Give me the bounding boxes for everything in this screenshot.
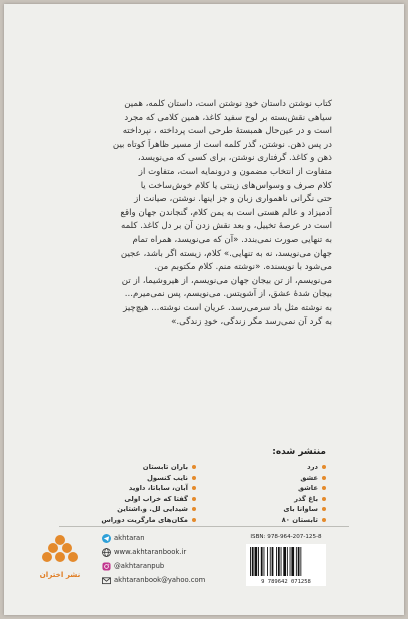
blurb-line: به گرد آن نمی‌رسد مگر زندگی، خودِ زندگی.»: [171, 316, 332, 327]
list-item: عاشق: [282, 483, 326, 494]
published-list-2: [101, 462, 196, 525]
divider: [59, 526, 349, 527]
blurb-line: جهان می‌نویسد، نه به تنهایی.» کلام، زیسته اگر باشد، عجین: [120, 248, 332, 259]
bullet-icon: [192, 486, 196, 490]
bullet-icon: [322, 497, 326, 501]
akhtaran-logo-icon: [42, 534, 78, 574]
list-item: شیدایی لل. و.اشتاین: [101, 504, 196, 515]
blurb-line: است در عرصهٔ تخییل، و بعد نقش زدن آن بر دل کاغذ. کلمه: [120, 221, 332, 232]
list-item: باغ گذر: [282, 494, 326, 505]
blurb-line: در پس ذهن. نوشتن، گذر کلمه است از مسیر ظاهراً کوتاه بین: [112, 139, 332, 150]
list-item: گفتا که خراب اولی: [101, 494, 196, 505]
contact-website[interactable]: www.akhtaranbook.ir: [102, 545, 205, 559]
barcode-bars-icon: [246, 544, 326, 578]
list-item: باران تابستان: [101, 462, 196, 473]
contact-list: [102, 531, 205, 587]
bullet-icon: [192, 518, 196, 522]
blurb-line: می‌شود با نویسنده. «نوشته منم. کلام مکتوبم من.: [154, 262, 332, 273]
globe-icon: [102, 548, 111, 557]
list-item: آبان، ساباتا، داوید: [101, 483, 196, 494]
blurb-line: کتاب نوشتن داستان خودِ نوشتن است، داستان کلمه، همین: [124, 99, 332, 109]
list-item: نایب کنسول: [101, 473, 196, 484]
barcode-number: 9 789642 071258: [261, 579, 311, 585]
blurb-line: بیجان شدهٔ عشق، از آشویتس. می‌نویسم، پس نمی‌میرم...: [124, 289, 332, 300]
blurb-line: کلام صرف و وسواس‌های زینتی یا کلام خوش‌ساخت یا: [140, 180, 332, 191]
isbn-label: ISBN: 978-964-207-125-8: [250, 534, 322, 540]
bullet-icon: [322, 465, 326, 469]
blurb-line: حتی نگرانی ناهمواری زبان و جز اینها. نوشتن، صیانت از: [134, 194, 332, 205]
blurb-line: به تنهایی صورت نمی‌بندد. «آن که می‌نویسد، همراه تمام: [132, 234, 332, 245]
blurb-line: متفاوت از انتخاب مضمون و درونمایه است، متفاوت از: [138, 166, 332, 177]
barcode: [246, 544, 326, 586]
list-item: مکان‌های مارگریت دوراس: [101, 515, 196, 526]
blurb-line: سیاهی نقش‌بسته بر لوح سفید کاغذ، همین کلامی که مجرد: [124, 112, 332, 123]
contact-instagram[interactable]: @akhtaranpub: [102, 559, 205, 573]
book-back-cover: [4, 4, 404, 615]
contact-telegram[interactable]: akhtaran: [102, 531, 205, 545]
bullet-icon: [322, 507, 326, 511]
bullet-icon: [322, 518, 326, 522]
bullet-icon: [192, 476, 196, 480]
instagram-icon: [102, 562, 111, 571]
list-item: درد: [282, 462, 326, 473]
email-icon: [102, 576, 111, 585]
blurb-text: [80, 98, 332, 329]
list-item: ساوانا بای: [282, 504, 326, 515]
publisher-name: نشر اختران: [39, 570, 81, 579]
list-item: تابستان ۸۰: [282, 515, 326, 526]
bullet-icon: [192, 497, 196, 501]
bullet-icon: [322, 486, 326, 490]
blurb-line: به نوشته مثل باد سرمی‌رسد. عریان است نوشته... هیچ‌چیز: [123, 302, 332, 313]
published-heading: منتشر شده:: [272, 447, 326, 457]
telegram-icon: [102, 534, 111, 543]
blurb-line: است و در عین‌حال همبستهٔ طرحی است پرداخته ، نپرداخته: [122, 126, 332, 137]
list-item: عشق: [282, 473, 326, 484]
bullet-icon: [192, 507, 196, 511]
bullet-icon: [192, 465, 196, 469]
contact-email[interactable]: akhtaranbook@yahoo.com: [102, 573, 205, 587]
bullet-icon: [322, 476, 326, 480]
blurb-line: می‌نویسم، از تن بیجان جهان می‌نویسم، از هیروشیما، از تن: [121, 275, 332, 286]
blurb-line: ذهن و کاغذ. گرفتاری نوشتن، برای کسی که می‌نویسد،: [137, 153, 332, 164]
blurb-line: آدمیزاد و عالم هستی است به یمن کلام، گنجاندن جهان واقع: [120, 207, 332, 218]
published-list-1: [282, 462, 326, 525]
